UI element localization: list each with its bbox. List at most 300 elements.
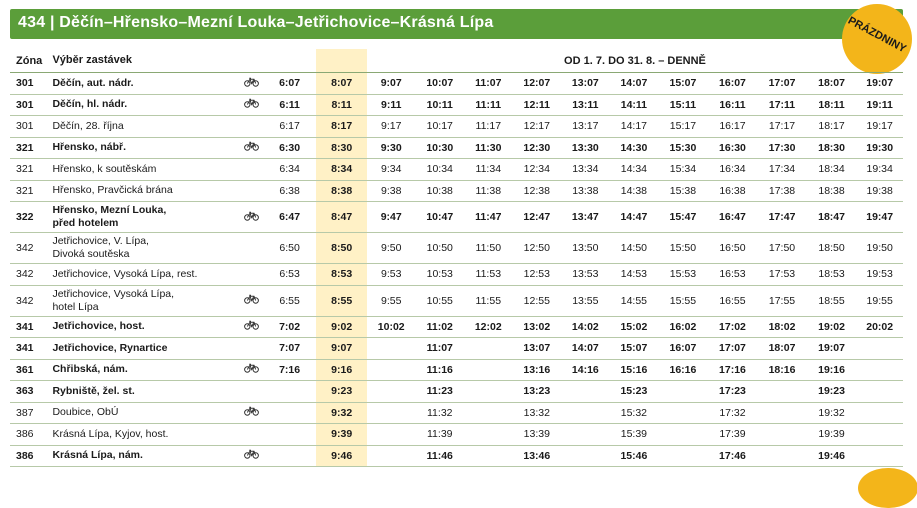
holiday-badge-label: PRÁZDNINY xyxy=(845,14,909,56)
departure-time: 12:30 xyxy=(513,137,562,159)
stop-cell xyxy=(52,264,239,286)
departure-time: 19:53 xyxy=(856,264,903,286)
departure-time: 6:50 xyxy=(263,233,317,264)
departure-time: 12:55 xyxy=(513,285,562,316)
departure-time: 9:34 xyxy=(367,159,416,181)
departure-time: 12:47 xyxy=(513,202,562,233)
departure-time: 19:34 xyxy=(856,159,903,181)
stop-name: Doubice, ObÚ xyxy=(52,406,119,419)
stop-name: Jetřichovice, host. xyxy=(52,320,145,333)
departure-time xyxy=(263,445,317,467)
departure-time: 9:38 xyxy=(367,180,416,202)
departure-time xyxy=(658,445,708,467)
departure-time: 15:02 xyxy=(610,316,659,338)
departure-time: 10:17 xyxy=(415,116,464,138)
zone-cell: 386 xyxy=(10,424,52,446)
table-row xyxy=(10,402,903,424)
departure-time: 16:38 xyxy=(708,180,758,202)
departure-time: 10:53 xyxy=(415,264,464,286)
table-row xyxy=(10,264,903,286)
departure-time xyxy=(856,381,903,403)
departure-time: 16:17 xyxy=(708,116,758,138)
stop-name: Krásná Lípa, Kyjov, host. xyxy=(52,427,169,440)
departure-time: 11:02 xyxy=(415,316,464,338)
bike-cell xyxy=(240,381,263,403)
table-row xyxy=(10,159,903,181)
departure-time: 11:53 xyxy=(464,264,513,286)
stop-name-line2: Divoká soutěska xyxy=(52,248,130,260)
departure-time: 16:30 xyxy=(708,137,758,159)
departure-time: 11:17 xyxy=(464,116,513,138)
departure-time: 11:38 xyxy=(464,180,513,202)
departure-time: 17:16 xyxy=(708,359,758,381)
departure-time: 17:46 xyxy=(708,445,758,467)
departure-time: 19:02 xyxy=(807,316,857,338)
departure-time: 17:17 xyxy=(757,116,807,138)
departure-time: 18:50 xyxy=(807,233,857,264)
departure-time: 12:50 xyxy=(513,233,562,264)
departure-time: 19:47 xyxy=(856,202,903,233)
departure-time xyxy=(367,381,416,403)
departure-time xyxy=(561,424,610,446)
departure-time: 18:55 xyxy=(807,285,857,316)
departure-time: 11:11 xyxy=(464,94,513,116)
departure-time: 14:34 xyxy=(610,159,659,181)
departure-time: 9:16 xyxy=(316,359,367,381)
bike-cell xyxy=(240,264,263,286)
departure-time: 9:30 xyxy=(367,137,416,159)
departure-time: 8:11 xyxy=(316,94,367,116)
departure-time: 18:07 xyxy=(757,338,807,360)
departure-time: 16:07 xyxy=(708,73,758,95)
corner-badge-decoration xyxy=(858,468,917,508)
departure-time: 13:55 xyxy=(561,285,610,316)
zone-cell: 387 xyxy=(10,402,52,424)
departure-time: 16:50 xyxy=(708,233,758,264)
zone-cell: 301 xyxy=(10,73,52,95)
departure-time: 13:50 xyxy=(561,233,610,264)
stop-cell xyxy=(52,402,239,424)
departure-time xyxy=(464,424,513,446)
stop-cell xyxy=(52,137,239,159)
departure-time: 17:50 xyxy=(757,233,807,264)
departure-time: 15:17 xyxy=(658,116,708,138)
departure-time xyxy=(561,402,610,424)
departure-time: 13:53 xyxy=(561,264,610,286)
bike-cell xyxy=(240,316,263,338)
departure-time xyxy=(464,402,513,424)
departure-time: 10:07 xyxy=(415,73,464,95)
departure-time: 17:55 xyxy=(757,285,807,316)
bike-cell xyxy=(240,233,263,264)
departure-time: 13:16 xyxy=(513,359,562,381)
departure-time: 6:11 xyxy=(263,94,317,116)
bicycle-icon xyxy=(244,363,259,376)
stop-name: Děčín, aut. nádr. xyxy=(52,76,134,89)
table-row xyxy=(10,233,903,264)
departure-time: 13:07 xyxy=(561,73,610,95)
departure-time: 19:38 xyxy=(856,180,903,202)
departure-time: 6:47 xyxy=(263,202,317,233)
departure-time: 14:30 xyxy=(610,137,659,159)
stop-name: Hřensko, Pravčická brána xyxy=(52,184,173,197)
stop-cell xyxy=(52,202,239,233)
departure-time: 17:34 xyxy=(757,159,807,181)
table-row xyxy=(10,316,903,338)
departure-time: 19:39 xyxy=(807,424,857,446)
departure-time xyxy=(757,381,807,403)
departure-time: 19:23 xyxy=(807,381,857,403)
departure-time: 7:07 xyxy=(263,338,317,360)
table-row xyxy=(10,424,903,446)
departure-time xyxy=(856,338,903,360)
departure-time: 18:47 xyxy=(807,202,857,233)
departure-time: 12:17 xyxy=(513,116,562,138)
departure-time: 9:07 xyxy=(367,73,416,95)
departure-time: 18:34 xyxy=(807,159,857,181)
departure-time: 8:53 xyxy=(316,264,367,286)
stop-name: Jetřichovice, Rynartice xyxy=(52,341,168,354)
departure-time: 17:39 xyxy=(708,424,758,446)
departure-time: 13:47 xyxy=(561,202,610,233)
departure-time: 11:23 xyxy=(415,381,464,403)
departure-time: 12:34 xyxy=(513,159,562,181)
timetable-title: 434 | Děčín–Hřensko–Mezní Louka–Jetřichovice–Krásná Lípa xyxy=(18,14,494,31)
departure-time: 11:32 xyxy=(415,402,464,424)
departure-time: 11:47 xyxy=(464,202,513,233)
departure-time: 12:11 xyxy=(513,94,562,116)
departure-time xyxy=(464,445,513,467)
table-row xyxy=(10,73,903,95)
departure-time xyxy=(561,445,610,467)
stop-cell xyxy=(52,94,239,116)
stop-name: Jetřichovice, Vysoká Lípa, xyxy=(52,287,175,300)
departure-time: 18:17 xyxy=(807,116,857,138)
bike-cell xyxy=(240,202,263,233)
table-row xyxy=(10,338,903,360)
departure-time: 16:47 xyxy=(708,202,758,233)
departure-time: 19:11 xyxy=(856,94,903,116)
stop-cell xyxy=(52,338,239,360)
departure-time xyxy=(367,338,416,360)
stop-name-line2: hotel Lípa xyxy=(52,300,99,313)
departure-time: 15:23 xyxy=(610,381,659,403)
departure-time: 13:11 xyxy=(561,94,610,116)
bicycle-icon xyxy=(244,141,259,154)
departure-time xyxy=(658,402,708,424)
departure-time: 15:53 xyxy=(658,264,708,286)
departure-time: 11:30 xyxy=(464,137,513,159)
departure-time: 15:30 xyxy=(658,137,708,159)
departure-time: 12:02 xyxy=(464,316,513,338)
departure-time xyxy=(464,381,513,403)
departure-time: 17:07 xyxy=(757,73,807,95)
timetable xyxy=(10,49,903,467)
departure-time: 11:39 xyxy=(415,424,464,446)
departure-time: 8:47 xyxy=(316,202,367,233)
departure-time: 18:16 xyxy=(757,359,807,381)
departure-time: 13:38 xyxy=(561,180,610,202)
bike-cell xyxy=(240,94,263,116)
bike-cell xyxy=(240,424,263,446)
zone-cell: 321 xyxy=(10,137,52,159)
departure-time: 17:02 xyxy=(708,316,758,338)
departure-time: 14:50 xyxy=(610,233,659,264)
departure-time xyxy=(757,424,807,446)
zone-cell: 361 xyxy=(10,359,52,381)
departure-time: 13:02 xyxy=(513,316,562,338)
departure-time xyxy=(263,381,317,403)
bike-cell xyxy=(240,137,263,159)
departure-time: 9:02 xyxy=(316,316,367,338)
departure-time xyxy=(856,359,903,381)
departure-time: 9:23 xyxy=(316,381,367,403)
departure-time: 15:07 xyxy=(658,73,708,95)
bike-cell xyxy=(240,402,263,424)
bicycle-icon xyxy=(244,211,259,224)
stop-cell xyxy=(52,359,239,381)
table-row xyxy=(10,285,903,316)
departure-time xyxy=(757,445,807,467)
zone-cell: 342 xyxy=(10,233,52,264)
departure-time: 17:32 xyxy=(708,402,758,424)
departure-time: 16:07 xyxy=(658,338,708,360)
departure-time: 9:47 xyxy=(367,202,416,233)
stop-name: Rybniště, žel. st. xyxy=(52,384,135,397)
departure-time: 18:30 xyxy=(807,137,857,159)
stop-cell xyxy=(52,233,239,264)
stop-cell xyxy=(52,316,239,338)
departure-time: 13:46 xyxy=(513,445,562,467)
departure-time: 9:46 xyxy=(316,445,367,467)
bicycle-icon xyxy=(244,98,259,111)
departure-time xyxy=(263,402,317,424)
departure-time: 8:07 xyxy=(316,73,367,95)
departure-time: 19:46 xyxy=(807,445,857,467)
departure-time: 6:30 xyxy=(263,137,317,159)
departure-time: 11:46 xyxy=(415,445,464,467)
departure-time: 8:55 xyxy=(316,285,367,316)
departure-time: 8:50 xyxy=(316,233,367,264)
title-bar xyxy=(10,9,903,39)
departure-time: 19:17 xyxy=(856,116,903,138)
departure-time xyxy=(464,338,513,360)
departure-time: 12:38 xyxy=(513,180,562,202)
departure-time: 18:38 xyxy=(807,180,857,202)
departure-time: 7:02 xyxy=(263,316,317,338)
departure-time: 10:55 xyxy=(415,285,464,316)
stop-name: Hřensko, Mezní Louka, xyxy=(52,204,167,216)
departure-time xyxy=(464,359,513,381)
departure-time: 19:07 xyxy=(807,338,857,360)
departure-time: 19:07 xyxy=(856,73,903,95)
zone-cell: 386 xyxy=(10,445,52,467)
departure-time: 11:55 xyxy=(464,285,513,316)
departure-time: 14:17 xyxy=(610,116,659,138)
departure-time: 18:53 xyxy=(807,264,857,286)
departure-time: 20:02 xyxy=(856,316,903,338)
departure-time: 14:38 xyxy=(610,180,659,202)
departure-time xyxy=(856,402,903,424)
departure-time: 13:34 xyxy=(561,159,610,181)
departure-time xyxy=(367,445,416,467)
bike-cell xyxy=(240,359,263,381)
stop-cell xyxy=(52,285,239,316)
departure-time: 16:02 xyxy=(658,316,708,338)
bicycle-icon xyxy=(244,294,259,307)
stop-name: Jetřichovice, Vysoká Lípa, rest. xyxy=(52,267,198,280)
departure-time: 17:30 xyxy=(757,137,807,159)
stop-name: Chřibská, nám. xyxy=(52,363,128,376)
table-row xyxy=(10,359,903,381)
departure-time: 14:11 xyxy=(610,94,659,116)
departure-time: 18:02 xyxy=(757,316,807,338)
departure-time xyxy=(367,402,416,424)
departure-time: 15:55 xyxy=(658,285,708,316)
departure-time: 15:32 xyxy=(610,402,659,424)
stop-cell xyxy=(52,116,239,138)
departure-time: 15:34 xyxy=(658,159,708,181)
zone-cell: 301 xyxy=(10,94,52,116)
departure-time: 14:55 xyxy=(610,285,659,316)
departure-time: 12:53 xyxy=(513,264,562,286)
stop-name: Jetřichovice, V. Lípa, xyxy=(52,235,149,247)
departure-time: 16:11 xyxy=(708,94,758,116)
zone-cell: 342 xyxy=(10,264,52,286)
departure-time: 15:16 xyxy=(610,359,659,381)
departure-time: 13:32 xyxy=(513,402,562,424)
stop-cell xyxy=(52,180,239,202)
table-row xyxy=(10,94,903,116)
departure-time: 6:53 xyxy=(263,264,317,286)
departure-time: 9:55 xyxy=(367,285,416,316)
departure-time: 11:50 xyxy=(464,233,513,264)
stop-cell xyxy=(52,381,239,403)
stop-cell xyxy=(52,445,239,467)
departure-time: 14:53 xyxy=(610,264,659,286)
departure-time: 17:07 xyxy=(708,338,758,360)
departure-time: 14:07 xyxy=(610,73,659,95)
departure-time: 12:07 xyxy=(513,73,562,95)
departure-time: 19:50 xyxy=(856,233,903,264)
departure-time: 6:55 xyxy=(263,285,317,316)
departure-time: 9:50 xyxy=(367,233,416,264)
departure-time: 9:53 xyxy=(367,264,416,286)
validity-period: OD 1. 7. DO 31. 8. – DENNĚ xyxy=(367,49,903,73)
table-row xyxy=(10,445,903,467)
stop-name: Hřensko, nábř. xyxy=(52,141,126,154)
departure-time: 15:50 xyxy=(658,233,708,264)
departure-time: 15:46 xyxy=(610,445,659,467)
departure-time: 9:07 xyxy=(316,338,367,360)
departure-time: 9:11 xyxy=(367,94,416,116)
departure-time xyxy=(263,424,317,446)
bike-cell xyxy=(240,159,263,181)
departure-time: 17:23 xyxy=(708,381,758,403)
departure-time: 13:17 xyxy=(561,116,610,138)
departure-time: 14:47 xyxy=(610,202,659,233)
departure-time: 15:47 xyxy=(658,202,708,233)
stop-name: Děčín, 28. října xyxy=(52,119,124,132)
stop-name-line2: před hotelem xyxy=(52,217,119,229)
departure-time: 10:30 xyxy=(415,137,464,159)
departure-time: 18:11 xyxy=(807,94,857,116)
departure-time: 9:39 xyxy=(316,424,367,446)
departure-time: 13:30 xyxy=(561,137,610,159)
departure-time: 11:16 xyxy=(415,359,464,381)
departure-time: 13:07 xyxy=(513,338,562,360)
departure-time: 10:50 xyxy=(415,233,464,264)
departure-time: 10:47 xyxy=(415,202,464,233)
departure-time: 10:38 xyxy=(415,180,464,202)
stop-name: Hřensko, k soutěskám xyxy=(52,162,157,175)
departure-time: 15:38 xyxy=(658,180,708,202)
bike-cell xyxy=(240,285,263,316)
bike-cell xyxy=(240,338,263,360)
departure-time: 7:16 xyxy=(263,359,317,381)
bike-cell xyxy=(240,73,263,95)
departure-time: 15:11 xyxy=(658,94,708,116)
departure-time: 19:55 xyxy=(856,285,903,316)
departure-time: 16:55 xyxy=(708,285,758,316)
zone-cell: 342 xyxy=(10,285,52,316)
table-row xyxy=(10,381,903,403)
departure-time: 15:07 xyxy=(610,338,659,360)
bicycle-icon xyxy=(244,449,259,462)
departure-time: 19:32 xyxy=(807,402,857,424)
departure-time xyxy=(856,445,903,467)
departure-time: 8:17 xyxy=(316,116,367,138)
departure-time: 18:07 xyxy=(807,73,857,95)
departure-time: 9:32 xyxy=(316,402,367,424)
zone-cell: 341 xyxy=(10,316,52,338)
departure-time: 16:34 xyxy=(708,159,758,181)
departure-time: 17:38 xyxy=(757,180,807,202)
departure-time: 8:34 xyxy=(316,159,367,181)
departure-time: 14:07 xyxy=(561,338,610,360)
departure-time: 15:39 xyxy=(610,424,659,446)
departure-time: 17:11 xyxy=(757,94,807,116)
departure-time xyxy=(856,424,903,446)
departure-time: 14:16 xyxy=(561,359,610,381)
stop-header: Výběr zastávek xyxy=(52,49,239,73)
zone-header: Zóna xyxy=(10,49,52,73)
table-row xyxy=(10,202,903,233)
zone-cell: 322 xyxy=(10,202,52,233)
zone-cell: 321 xyxy=(10,159,52,181)
table-row xyxy=(10,180,903,202)
zone-cell: 341 xyxy=(10,338,52,360)
bicycle-icon xyxy=(244,406,259,419)
departure-time: 8:38 xyxy=(316,180,367,202)
departure-time xyxy=(367,424,416,446)
zone-cell: 363 xyxy=(10,381,52,403)
departure-time: 10:11 xyxy=(415,94,464,116)
departure-time: 6:17 xyxy=(263,116,317,138)
departure-time: 10:02 xyxy=(367,316,416,338)
departure-time: 11:07 xyxy=(464,73,513,95)
bicycle-icon xyxy=(244,77,259,90)
departure-time: 11:34 xyxy=(464,159,513,181)
departure-time xyxy=(561,381,610,403)
departure-time: 13:39 xyxy=(513,424,562,446)
departure-time: 19:30 xyxy=(856,137,903,159)
departure-time: 6:34 xyxy=(263,159,317,181)
departure-time: 8:30 xyxy=(316,137,367,159)
table-row xyxy=(10,116,903,138)
departure-time: 17:47 xyxy=(757,202,807,233)
departure-time: 13:23 xyxy=(513,381,562,403)
